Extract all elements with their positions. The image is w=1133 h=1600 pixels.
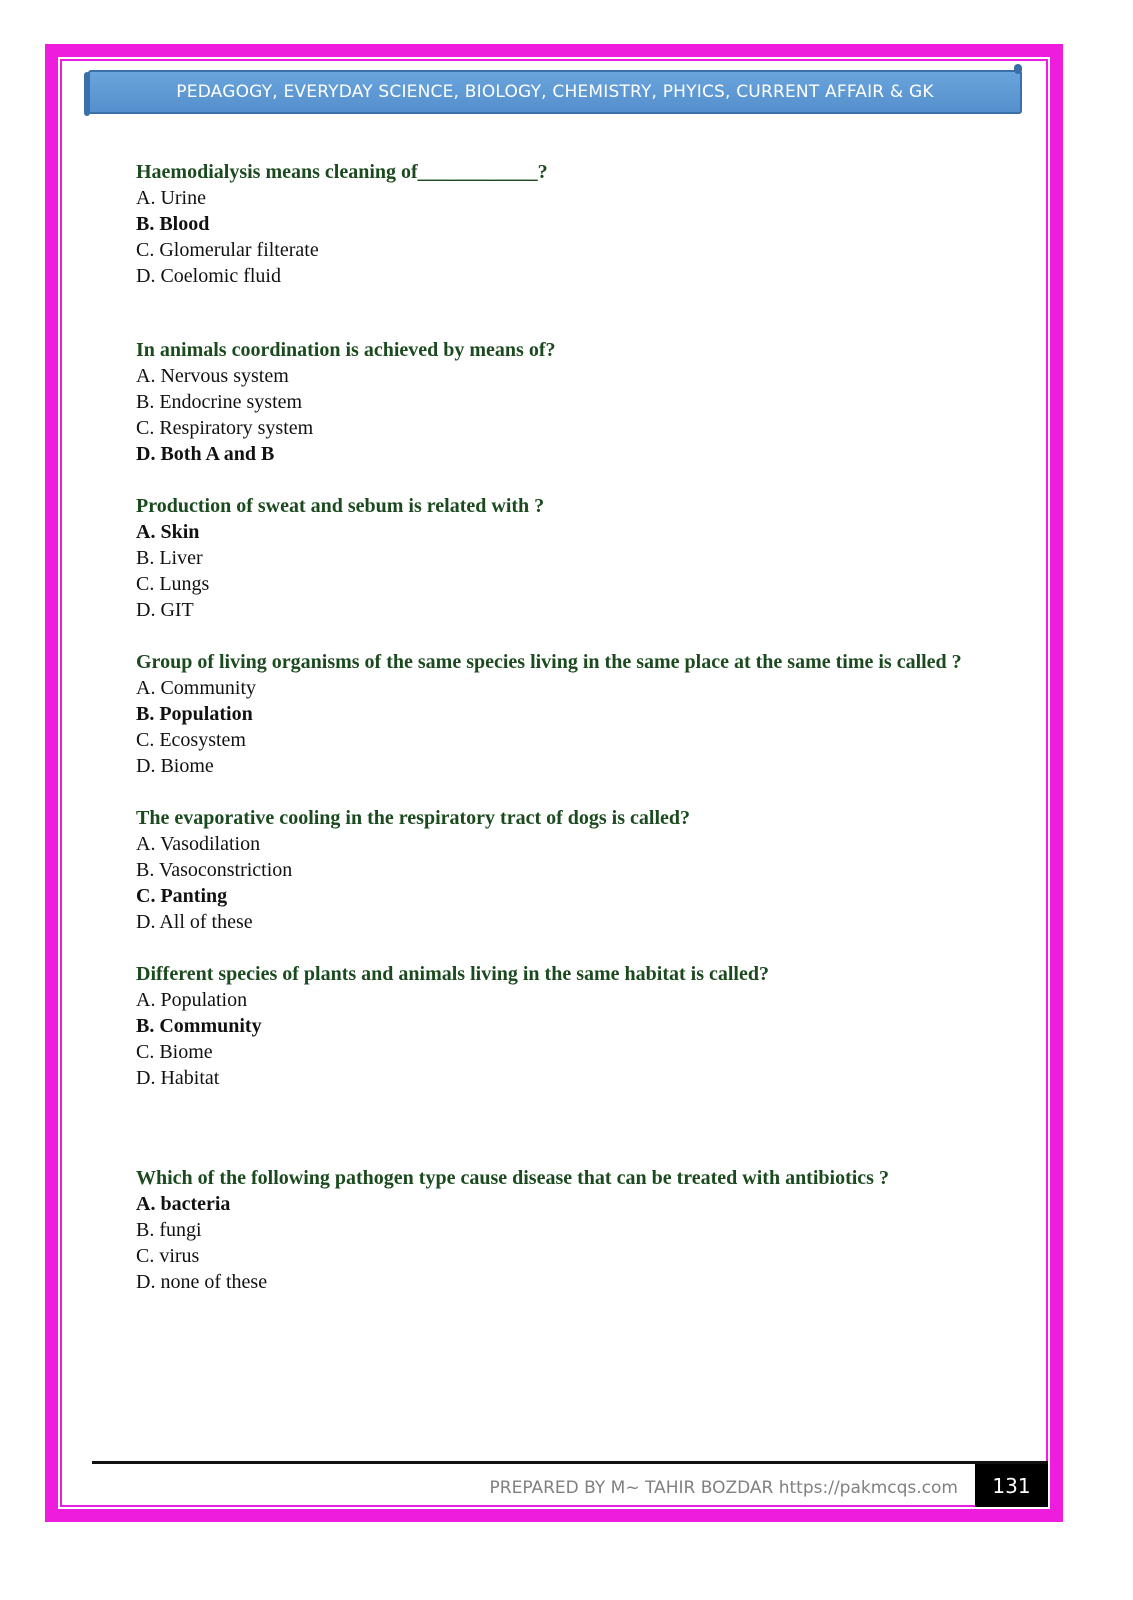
option-a: A. Nervous system — [136, 365, 289, 387]
question-text: The evaporative cooling in the respiratory tract of dogs is called? — [136, 807, 691, 829]
option-a: A. Urine — [136, 187, 206, 209]
question-block — [136, 159, 976, 289]
header-banner — [88, 70, 1022, 114]
question-text: Which of the following pathogen type cause disease that can be treated with antibiotics ? — [136, 1167, 889, 1189]
option-c: C. Ecosystem — [136, 729, 246, 751]
option-a: A. Population — [136, 989, 248, 1011]
question-block — [136, 805, 976, 935]
question-text: Different species of plants and animals living in the same habitat is called? — [136, 963, 769, 985]
option-c: C. virus — [136, 1245, 200, 1267]
option-c: C. Lungs — [136, 573, 210, 595]
question-text: Haemodialysis means cleaning of____________? — [136, 161, 548, 183]
option-c: C. Biome — [136, 1041, 213, 1063]
header-banner-text: PEDAGOGY, EVERYDAY SCIENCE, BIOLOGY, CHEMISTRY, PHYICS, CURRENT AFFAIR & GK — [176, 82, 934, 102]
question-text: Production of sweat and sebum is related with ? — [136, 495, 545, 517]
option-d: D. Biome — [136, 755, 214, 777]
option-c-correct: C. Panting — [136, 885, 228, 907]
option-d: D. All of these — [136, 911, 253, 933]
footer-credit: PREPARED BY M~ TAHIR BOZDAR https://pakmcqs.com — [489, 1478, 958, 1498]
option-d: D. GIT — [136, 599, 194, 621]
option-b-correct: B. Community — [136, 1015, 262, 1037]
option-b: B. fungi — [136, 1219, 202, 1241]
option-b: B. Vasoconstriction — [136, 859, 293, 881]
option-a: A. Vasodilation — [136, 833, 261, 855]
question-block — [136, 961, 976, 1091]
option-a-correct: A. bacteria — [136, 1193, 231, 1215]
option-d-correct: D. Both A and B — [136, 443, 275, 465]
option-c: C. Respiratory system — [136, 417, 314, 439]
option-a: A. Community — [136, 677, 257, 699]
question-block — [136, 649, 976, 779]
question-block — [136, 493, 976, 623]
page-number-box — [975, 1464, 1048, 1507]
question-block — [136, 337, 976, 467]
option-d: D. none of these — [136, 1271, 268, 1293]
mcq-list — [136, 159, 976, 1295]
option-b-correct: B. Population — [136, 703, 253, 725]
option-b: B. Liver — [136, 547, 203, 569]
question-block — [136, 1165, 976, 1295]
option-a-correct: A. Skin — [136, 521, 200, 543]
option-b: B. Endocrine system — [136, 391, 303, 413]
option-b-correct: B. Blood — [136, 213, 210, 235]
option-c: C. Glomerular filterate — [136, 239, 319, 261]
option-d: D. Coelomic fluid — [136, 265, 281, 287]
question-text: Group of living organisms of the same species living in the same place at the same time is called ? — [136, 651, 962, 673]
option-d: D. Habitat — [136, 1067, 220, 1089]
page-number: 131 — [992, 1473, 1031, 1498]
footer-divider — [92, 1461, 1048, 1464]
banner-scroll-curl-right — [1014, 64, 1022, 74]
question-text: In animals coordination is achieved by means of? — [136, 339, 556, 361]
